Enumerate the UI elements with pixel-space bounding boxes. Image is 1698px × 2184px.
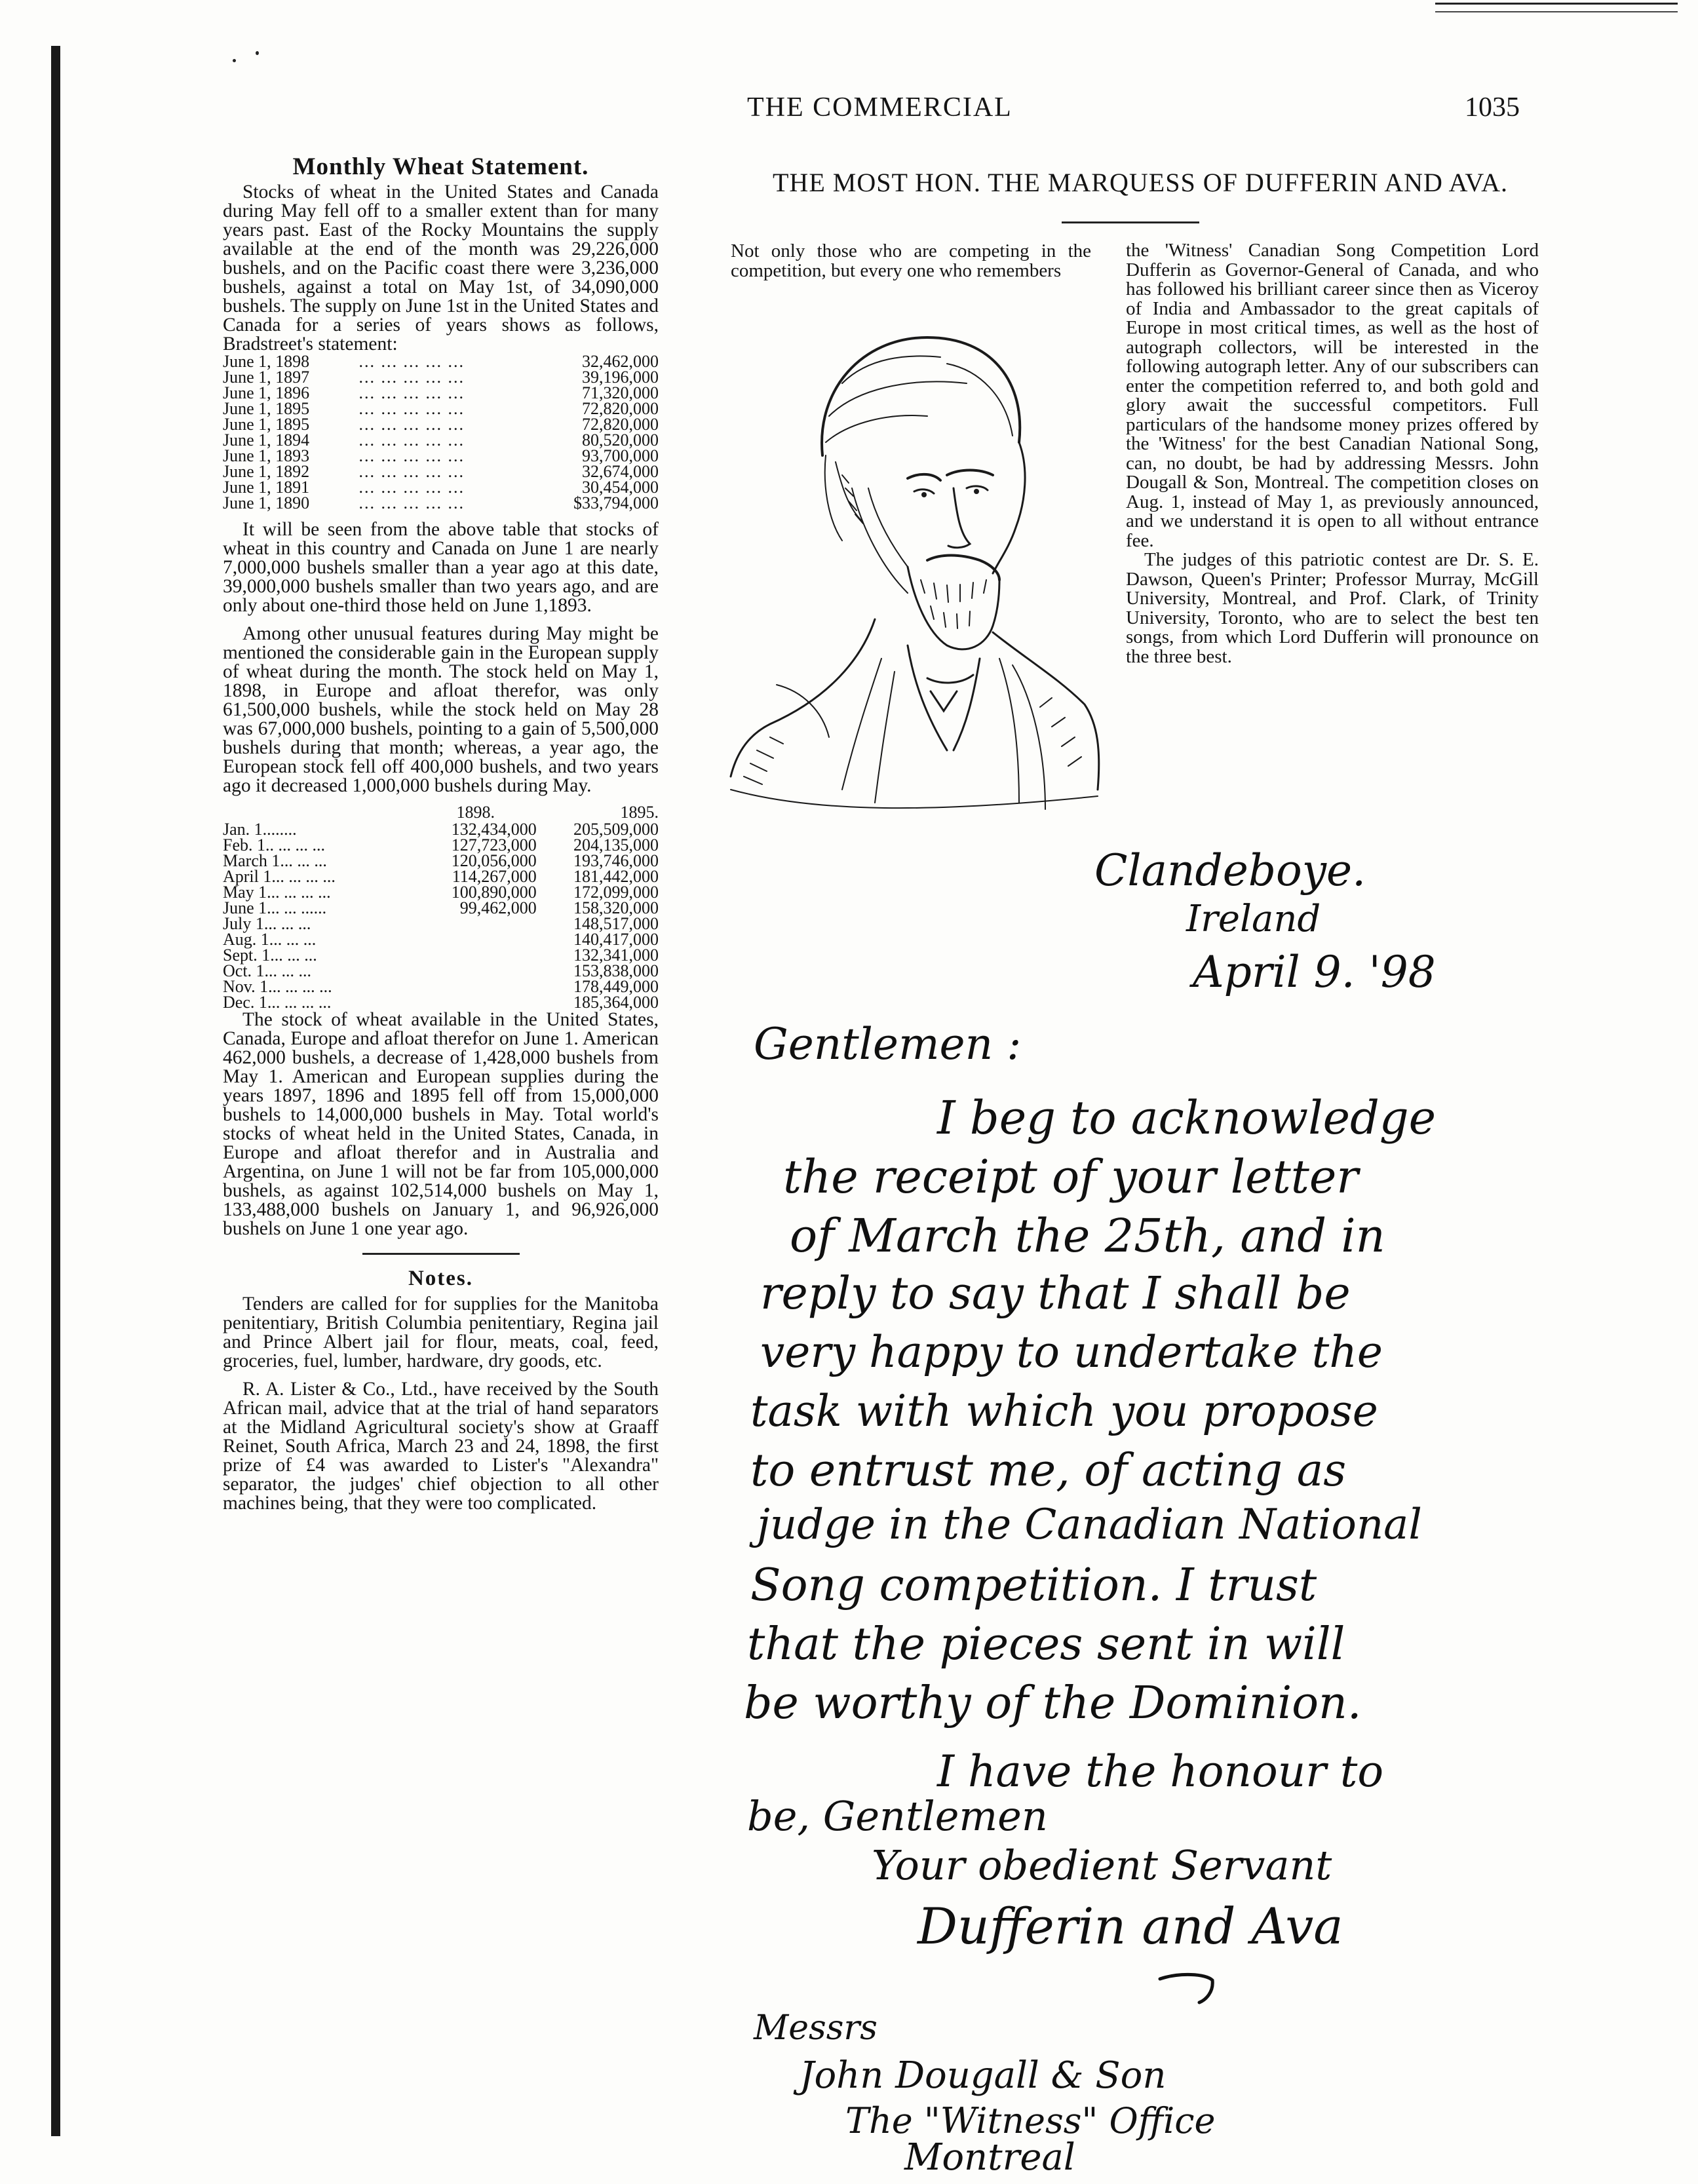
letter-place: Clandeboye. [1094,845,1366,896]
letter-body-line: be worthy of the Dominion. [744,1677,1362,1729]
value-1895: 205,509,000 [573,820,659,839]
value-1895: 140,417,000 [573,930,659,949]
letter-body-line: reply to say that I shall be [760,1268,1351,1320]
value-1898: 120,056,000 [451,851,537,870]
monthly-label: June 1... ... ...... [223,898,327,917]
wheat-heading: Monthly Wheat Statement. [292,153,589,180]
value-1898 [415,995,537,1010]
value-1895: 181,442,000 [573,867,659,886]
article-title: THE MOST HON. THE MARQUESS OF DUFFERIN AND AVA. [773,168,1508,197]
stocks-date: June 1, 1896 [223,383,310,402]
stocks-value: 72,820,000 [582,399,659,418]
leader-dots: ... ... ... ... ... [358,383,465,402]
value-1898 [415,916,537,932]
notes-paragraph-1: Tenders are called for for supplies for the Manitoba penitentiary, British Columbia penitentiary, Regina jail and Prince Albert jail for flour, meats, coal, feed, groceries, fuel, lumber, hardware, dry goods, etc. [223,1293,659,1371]
letter-body-line: that the pieces sent in will [747,1619,1345,1670]
monthly-stocks-table [223,805,659,1010]
portrait-engraving [711,292,1104,829]
letter-date: April 9. '98 [1193,947,1436,997]
scan-speck [233,59,236,62]
letter-signature: Dufferin and Ava [917,1897,1343,1955]
address-line: The "Witness" Office [845,2100,1216,2141]
wheat-paragraph-1: Stocks of wheat in the United States and Canada during May fell off to a smaller extent than for many years past. East of the Rocky Mountains the supply available at the end of the month was 29,226,000 bushels, and on the Pacific coast there were 3,236,000 bushels, against a total on May 1st, of 34,090,000 bushels. The supply on June 1st in the United States and Canada for a series of years shows as follows, Bradstreet's statement: [223,182,659,354]
value-1898 [415,948,537,963]
monthly-label: Nov. 1... ... ... ... [223,977,332,996]
leader-dots: ... ... ... ... ... [358,352,465,371]
title-rule [1062,221,1199,223]
address-line: Montreal [904,2136,1075,2179]
wheat-paragraph-2: It will be seen from the above table that stocks of wheat in this country and Canada on June 1 are nearly 7,000,000 bushels smaller than a year ago at this date, 39,000,000 bushels smaller than two years ago, and are only about one-third those held on June 1,1893. [223,519,659,616]
leader-dots: ... ... ... ... ... [358,368,465,387]
leader-dots: ... ... ... ... ... [358,478,465,497]
article-body [1126,241,1539,666]
letter-salutation: Gentlemen : [754,1019,1022,1069]
stocks-date: June 1, 1897 [223,368,310,387]
letter-body-line: judge in the Canadian National [757,1501,1422,1549]
letter-country: Ireland [1186,898,1321,940]
wheat-paragraph-4: The stock of wheat available in the United States, Canada, Europe and afloat therefor on June 1. American 462,000 bushels, a decrease of 1,428,000 bushels from May 1. American and European supplies during the years 1897, 1896 and 1895 fell off from 15,000,000 bushels to 14,000,000 bushels in May. Total world's stocks of wheat held in the United States, Canada, in Europe and afloat therefor and in Australia and Argentina, on June 1 will not be far from 105,000,000 bushels, as against 102,514,000 bushels on May 1, 133,488,000 bushels on January 1, and 96,926,000 bushels on June 1 one year ago. [223,1009,659,1239]
letter-body-line: to entrust me, of acting as [750,1445,1347,1497]
value-1898: 127,723,000 [451,835,537,854]
column-header-1898: 1898. [456,803,495,822]
stocks-date: June 1, 1898 [223,352,310,371]
letter-body-line: Song competition. I trust [750,1560,1317,1611]
value-1898 [415,963,537,979]
monthly-label: Sept. 1... ... ... [223,946,317,965]
monthly-label: Oct. 1... ... ... [223,961,312,980]
stocks-date: June 1, 1891 [223,478,310,497]
notes-paragraph-2: R. A. Lister & Co., Ltd., have received by the South African mail, advice that at the trial of hand separators at the Midland Agricultural society's show at Graaff Reinet, South Africa, March 23 and 24, 1898, the first prize of £4 was awarded to Lister's "Alexandra" separator, the judges' chief objection to all other machines being, that they were too complicated. [223,1379,659,1514]
section-divider [362,1253,520,1255]
stocks-date: June 1, 1894 [223,431,310,450]
value-1895: 148,517,000 [573,914,659,933]
stocks-date: June 1, 1892 [223,462,310,481]
scan-speck [256,51,259,55]
running-title: THE COMMERCIAL [747,92,1013,123]
letter-body-line: the receipt of your letter [783,1150,1359,1204]
monthly-label: July 1... ... ... [223,914,311,933]
column-header-1895: 1895. [620,803,659,822]
letter-closing: I have the honour to [937,1746,1384,1797]
left-column [223,153,659,1514]
letter-body-line: of March the 25th, and in [790,1209,1385,1263]
stocks-date: June 1, 1890 [223,493,310,512]
leader-dots: ... ... ... ... ... [358,399,465,418]
stocks-row [223,495,659,511]
stocks-date: June 1, 1893 [223,446,310,465]
monthly-row [223,995,659,1010]
leader-dots: ... ... ... ... ... [358,462,465,481]
value-1895: 204,135,000 [573,835,659,854]
letter-body-line: very happy to undertake the [760,1327,1383,1377]
value-1898: 100,890,000 [451,883,537,902]
monthly-label: Aug. 1... ... ... [223,930,317,949]
article-intro: Not only those who are competing in the competition, but every one who remembers [731,240,1091,281]
monthly-label: April 1... ... ... ... [223,867,336,886]
stocks-value: 30,454,000 [582,478,659,497]
autograph-letter [721,845,1606,2179]
value-1895: 193,746,000 [573,851,659,870]
stocks-value: 39,196,000 [582,368,659,387]
june-stocks-table [223,354,659,511]
value-1895: 172,099,000 [573,883,659,902]
scan-edge-bar [51,46,60,2136]
letter-closing: be, Gentlemen [747,1792,1048,1840]
leader-dots: ... ... ... ... ... [358,446,465,465]
stocks-value: 80,520,000 [582,431,659,450]
value-1898: 99,462,000 [459,898,537,917]
value-1898 [415,979,537,995]
page-number: 1035 [1465,92,1520,123]
monthly-label: March 1... ... ... [223,851,327,870]
letter-body-line: task with which you propose [750,1386,1378,1436]
address-line: John Dougall & Son [800,2054,1167,2097]
value-1898: 132,434,000 [451,820,537,839]
value-1895: 153,838,000 [573,961,659,980]
value-1898: 114,267,000 [452,867,537,886]
wheat-paragraph-3: Among other unusual features during May might be mentioned the considerable gain in the European supply of wheat during the month. The stock held on May 1, 1898, in Europe and afloat therefor, was only 61,500,000 bushels, while the stock held on May 28 was 67,000,000 bushels, pointing to a gain of 5,500,000 bushels during that month; whereas, a year ago, the European stock fell off 400,000 bushels, and two years ago it decreased 1,000,000 bushels during May. [223,623,659,796]
value-1895: 178,449,000 [573,977,659,996]
stocks-value: 93,700,000 [582,446,659,465]
stocks-value: 32,462,000 [582,352,659,371]
monthly-label: Feb. 1.. ... ... ... [223,835,325,854]
value-1895: 158,320,000 [573,898,659,917]
stocks-date: June 1, 1895 [223,399,310,418]
leader-dots: ... ... ... ... ... [358,415,465,434]
article-body-paragraph: the 'Witness' Canadian Song Competition Lord Dufferin as Governor-General of Canada, and who has followed his brilliant career since then as Viceroy of India and Ambassador to the great capitals of Europe in most critical times, as well as the host of autograph collectors, will be interested in the following autograph letter. Any of our subscribers can enter the competition referred to, and both gold and glory await the successful competitors. Full particulars of the handsome money prizes offered by the 'Witness' for the best Canadian National Song, can, no doubt, be had by addressing Messrs. John Dougall & Son, Montreal. The competition closes on Aug. 1, instead of May 1, as previously announced, and we understand it is open to all without entrance fee. [1126,240,1539,551]
stocks-value: 72,820,000 [582,415,659,434]
value-1898 [415,932,537,948]
value-1895: 132,341,000 [573,946,659,965]
leader-dots: ... ... ... ... ... [358,431,465,450]
monthly-label: May 1... ... ... ... [223,883,331,902]
leader-dots: ... ... ... ... ... [358,493,465,512]
monthly-label: Dec. 1... ... ... ... [223,993,332,1012]
stocks-value: 32,674,000 [582,462,659,481]
stocks-value: 71,320,000 [582,383,659,402]
stocks-value: $33,794,000 [573,493,659,512]
signature-flourish [1153,1966,1232,2005]
value-1895: 185,364,000 [573,993,659,1012]
monthly-label: Jan. 1........ [223,820,297,839]
page-top-rule [1435,3,1678,12]
letter-body-line: I beg to acknowledge [937,1091,1437,1145]
address-line: Messrs [754,2008,878,2048]
notes-heading: Notes. [408,1267,474,1290]
stocks-date: June 1, 1895 [223,415,310,434]
letter-closing: Your obedient Servant [872,1841,1332,1889]
article-judges-paragraph: The judges of this patriotic contest are Dr. S. E. Dawson, Queen's Printer; Professor Murray, McGill University, Montreal, and Prof. Clark, of Trinity University, Toronto, who are to select the best ten songs, from which Lord Dufferin will pronounce on the three best. [1126,549,1539,667]
